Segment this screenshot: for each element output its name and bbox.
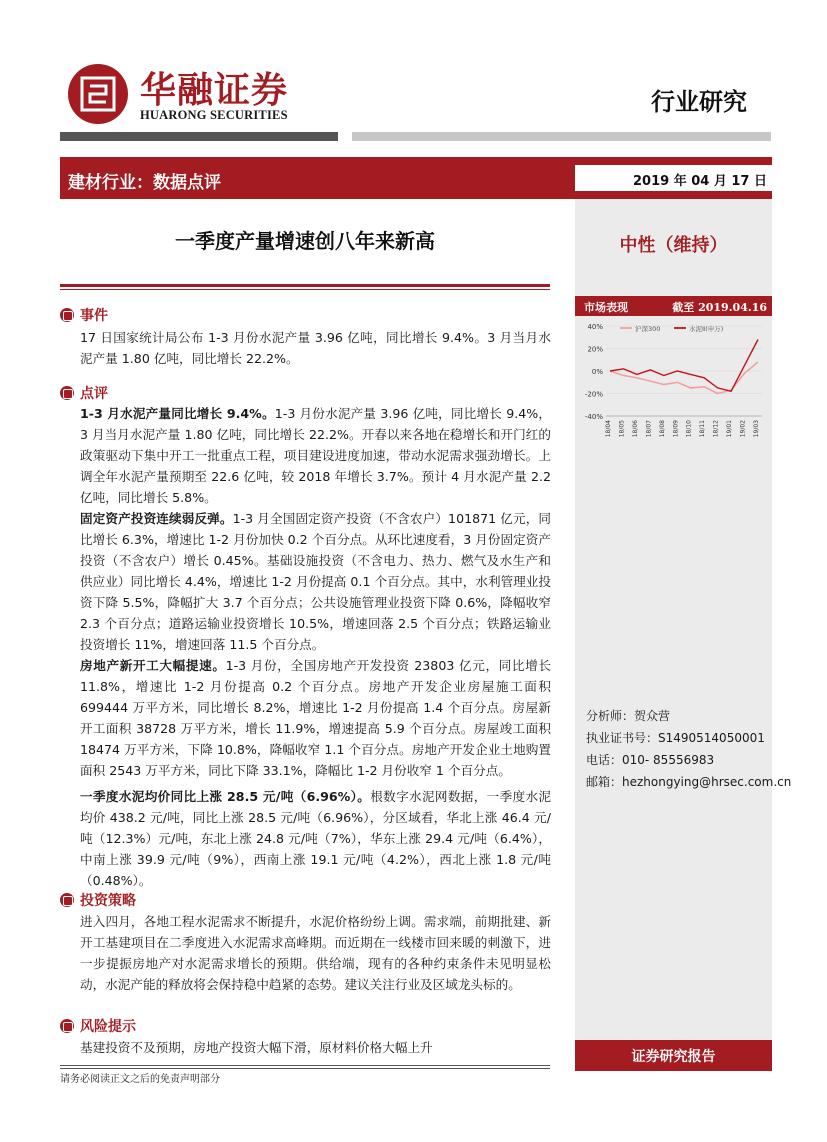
header-band-dark [60, 132, 338, 141]
section-header-event [60, 305, 108, 325]
industry-title: 建材行业：数据点评 [68, 173, 221, 193]
section-title: 投资策略 [80, 893, 136, 909]
paragraph-cement-price [80, 786, 551, 891]
y-tick-label: 0% [591, 368, 603, 376]
section-bullet-icon [60, 1019, 74, 1033]
y-tick-label: 20% [587, 345, 603, 354]
paragraph-fixed-investment [80, 508, 551, 655]
paragraph-risk [80, 1037, 551, 1058]
x-tick-label: 18/05 [618, 420, 626, 438]
report-date: 2019 年 04 月 17 日 [633, 174, 767, 189]
paragraph-real-estate [80, 655, 551, 781]
x-tick-label: 19/02 [739, 420, 747, 438]
x-tick-label: 18/10 [685, 420, 693, 438]
section-bullet-icon [60, 386, 74, 400]
analyst-phone: 电话：010- 85556983 [586, 753, 715, 767]
chart-y-axis [585, 323, 603, 421]
page-title: 一季度产量增速创八年来新高 [175, 229, 435, 253]
title-divider [60, 284, 550, 287]
rating: 中性（维持） [619, 235, 728, 256]
market-performance-date: 截至 2019.04.16 [672, 301, 767, 314]
paragraph-lead: 一季度水泥均价同比上涨 28.5 元/吨（6.96%）。 [80, 789, 371, 804]
x-tick-label: 19/03 [753, 420, 760, 438]
paragraph-text: 1-3 月全国固定资产投资（不含农户）101871 亿元，同比增长 6.3%，增速比 1-2 月份加快 0.2 个百分点。从环比速度看，3 月份固定资产投资（不含农户）增长 0.45%。基础设施投资（不含电力、热力、燃气及水生产和供应业）同比增长 4.4%，增速比 1-2 月份提高 0.1 个百分点。其中，水利管理业投资下降 5.5%，降幅扩大 3.7 个百分点；公共设施管理业投资下降 0.6%，降幅收窄 2.3 个百分点；道路运输业投资增长 10.5%，增速回落 2.5 个百分点；铁路运输业投资增长 11%，增速回落 11.5 个百分点。 [80, 511, 552, 652]
series-line-1 [610, 340, 758, 392]
paragraph-text: 根数字水泥网数据，一季度水泥均价 438.2 元/吨，同比上涨 28.5 元/吨（6.96%），分区域看，华北上涨 46.4 元/吨（12.3%）元/吨，东北上涨 24.8 元/吨（7%），华东上涨 29.4 元/吨（6.4%），中南上涨 39.9 元/吨（9%），西南上涨 19.1 元/吨（4.2%），西北上涨 1.8 元/吨（0.48%）。 [80, 789, 551, 888]
report-type: 行业研究 [651, 87, 747, 116]
chart-x-axis [605, 416, 762, 437]
analyst-name: 分析师：贺众营 [586, 709, 671, 723]
section-bullet-icon [60, 893, 74, 907]
paragraph-lead: 1-3 月水泥产量同比增长 9.4%。 [80, 406, 275, 421]
series-line-0 [610, 362, 758, 394]
report-label: 证券研究报告 [631, 1049, 716, 1065]
paragraph-lead: 固定资产投资连续弱反弹。 [80, 511, 233, 526]
logo-emblem-icon [68, 64, 128, 124]
section-header-strategy [60, 890, 136, 910]
analyst-email[interactable]: 邮箱：hezhongying@hrsec.com.cn [586, 775, 792, 789]
footer-divider [60, 1065, 550, 1066]
company-logo [68, 60, 308, 126]
legend-label: 沪深300 [635, 325, 661, 333]
y-tick-label: 40% [587, 323, 603, 331]
x-tick-label: 18/07 [645, 420, 653, 438]
x-tick-label: 18/08 [658, 420, 666, 438]
x-tick-label: 18/04 [605, 420, 612, 438]
paragraph-strategy [80, 911, 551, 995]
paragraph-text: 基建投资不及预期，房地产投资大幅下滑，原材料价格大幅上升 [80, 1040, 433, 1055]
chart-series [610, 340, 758, 394]
paragraph-text: 1-3 月份，全国房地产开发投资 23803 亿元，同比增长 11.8%，增速比 1-2 月份提高 0.2 个百分点。房地产开发企业房屋施工面积 699444 万平方米，同比增长 8.2%，增速比 1-2 月份提高 1.4 个百分点。房屋新开工面积 38728 万平方米，增长 11.9%，增速提高 5.9 个百分点。房屋竣工面积 18474 万平方米，下降 10.8%，降幅收窄 1.1 个百分点。房地产开发企业土地购置面积 2543 万平方米，同比下降 33.1%，降幅比 1-2 月份收窄 1 个百分点。 [80, 658, 551, 778]
paragraph-event [80, 327, 551, 369]
chart-legend [620, 324, 723, 333]
x-tick-label: 18/12 [712, 420, 720, 438]
section-header-risk [60, 1016, 136, 1036]
paragraph-text: 1-3 月份水泥产量 3.96 亿吨，同比增长 9.4%，3 月当月水泥产量 1.80 亿吨，同比增长 22.2%。开春以来各地在稳增长和开门红的政策驱动下集中开工一批重点工程，项目建设进度加速，带动水泥需求强劲增长。上调全年水泥产量预期至 22.6 亿吨，较 2018 年增长 3.7%。预计 4 月水泥产量 2.2 亿吨，同比增长 5.8%。 [80, 406, 551, 505]
footer-divider-thin [60, 1068, 550, 1069]
paragraph-lead: 房地产新开工大幅提速。 [80, 658, 226, 673]
brand-name-cn: 华融证券 [140, 69, 289, 111]
title-divider-thin [60, 289, 550, 290]
analyst-license: 执业证书号：S1490514050001 [586, 731, 765, 745]
section-title: 风险提示 [80, 1019, 136, 1035]
legend-label: 水泥Ⅱ(申万) [689, 325, 724, 333]
section-title: 事件 [80, 308, 108, 324]
header-band-light [352, 132, 771, 141]
section-title: 点评 [80, 386, 108, 402]
section-bullet-icon [60, 308, 74, 322]
brand-name-en: HUARONG SECURITIES [140, 108, 288, 122]
paragraph-text: 17 日国家统计局公布 1-3 月份水泥产量 3.96 亿吨，同比增长 9.4%。3 月当月水泥产量 1.80 亿吨，同比增长 22.2%。 [80, 330, 551, 366]
paragraph-text: 进入四月，各地工程水泥需求不断提升，水泥价格纷纷上调。需求端，前期批建、新开工基建项目在二季度进入水泥需求高峰期。而近期在一线楼市回来暖的刺激下，进一步提振房地产对水泥需求增长的预期。供给端，现有的各种约束条件未见明显松动，水泥产能的释放将会保持稳中趋紧的态势。建议关注行业及区域龙头标的。 [80, 914, 551, 992]
y-tick-label: -20% [584, 390, 603, 399]
market-performance-chart [578, 318, 770, 446]
y-tick-label: -40% [584, 413, 603, 421]
paragraph-cement-output [80, 403, 551, 508]
disclaimer-note: 请务必阅读正文之后的免责声明部分 [60, 1074, 220, 1085]
x-tick-label: 18/09 [672, 420, 680, 438]
x-tick-label: 19/01 [726, 420, 734, 438]
x-tick-label: 18/11 [699, 420, 707, 438]
x-tick-label: 18/06 [631, 420, 639, 438]
section-header-comment [60, 383, 108, 403]
market-performance-label: 市场表现 [584, 301, 628, 314]
